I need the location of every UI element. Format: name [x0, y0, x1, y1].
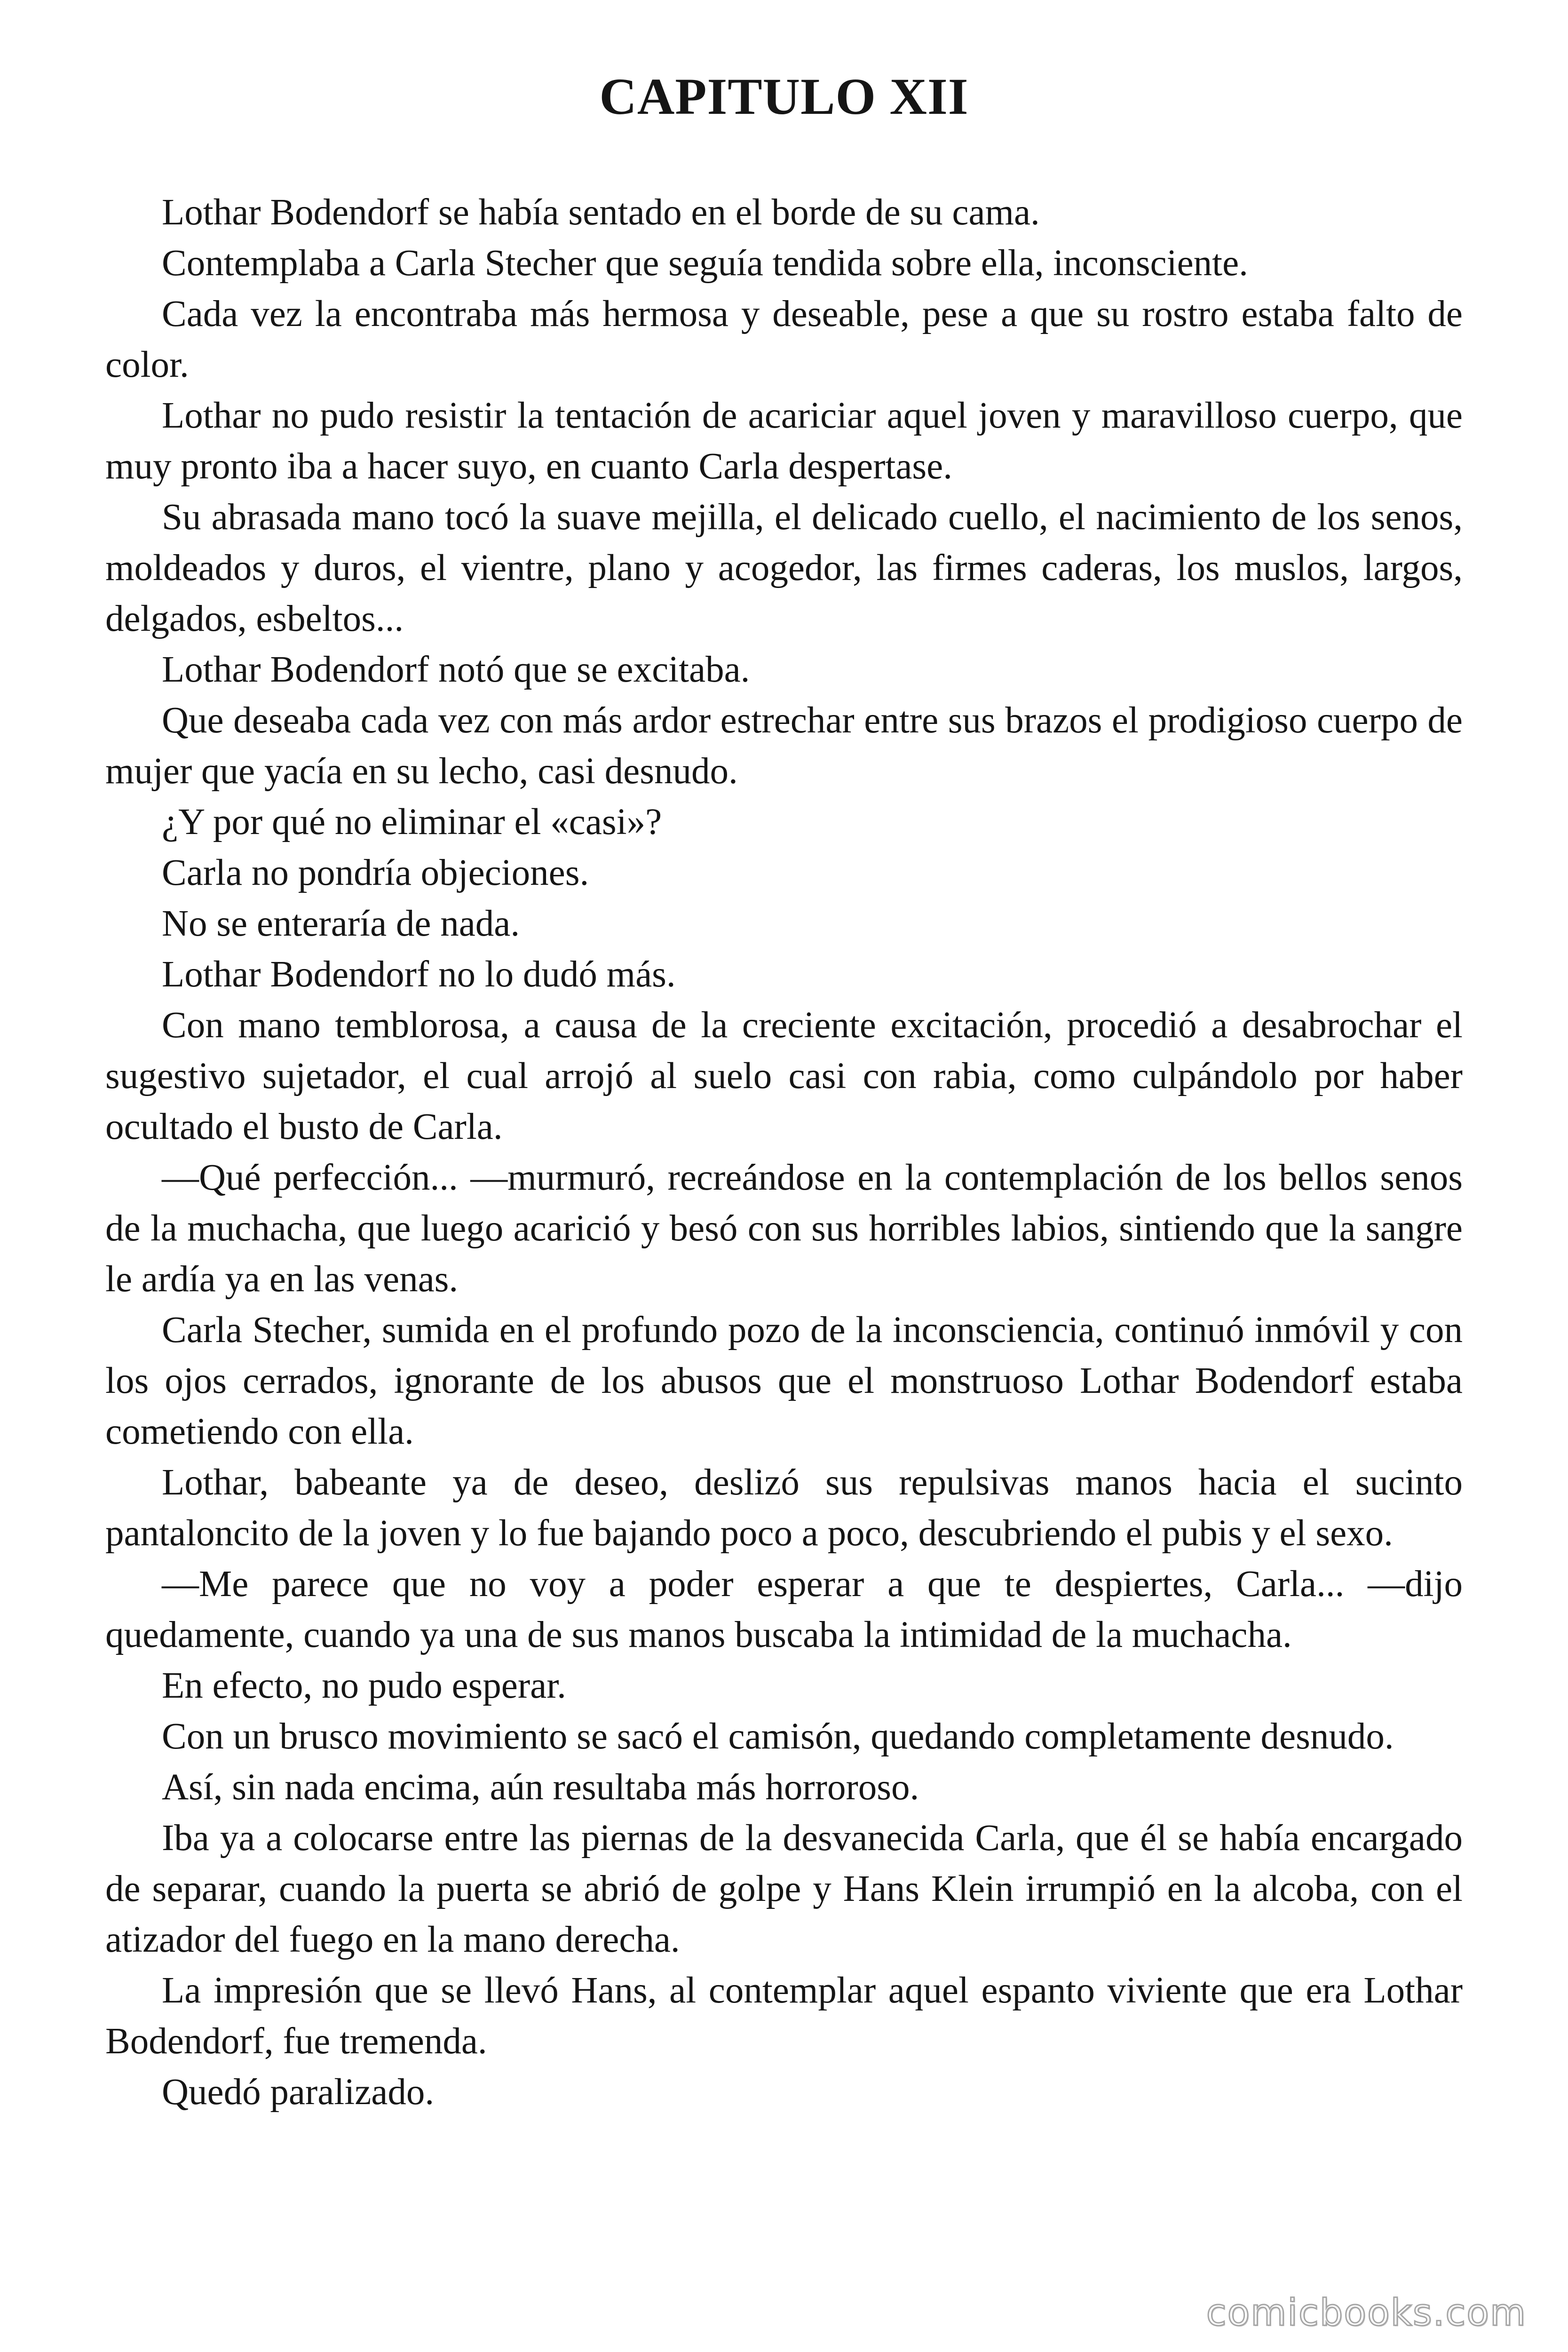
paragraph: Lothar Bodendorf notó que se excitaba.	[162, 649, 750, 690]
paragraph: Así, sin nada encima, aún resultaba más horroroso.	[162, 1767, 919, 1808]
paragraph: Carla Stecher, sumida en el profundo pozo de la inconsciencia, continuó inmóvil y con los ojos cerrados, ignorante de los abusos que el monstruoso Lothar Bodendorf estaba cometiendo con ella.	[105, 1310, 1463, 1452]
body-text	[105, 187, 1463, 2118]
paragraph: —Me parece que no voy a poder esperar a que te despiertes, Carla... —dijo quedamente, cuando ya una de sus manos buscaba la intimidad de la muchacha.	[105, 1564, 1463, 1655]
paragraph: Lothar, babeante ya de deseo, deslizó sus repulsivas manos hacia el sucinto pantaloncito de la joven y lo fue bajando poco a poco, descubriendo el pubis y el sexo.	[105, 1462, 1463, 1554]
paragraph: Con un brusco movimiento se sacó el camisón, quedando completamente desnudo.	[162, 1716, 1394, 1757]
paragraph: Cada vez la encontraba más hermosa y deseable, pese a que su rostro estaba falto de color.	[105, 294, 1463, 385]
paragraph: Lothar no pudo resistir la tentación de acariciar aquel joven y maravilloso cuerpo, que muy pronto iba a hacer suyo, en cuanto Carla despertase.	[105, 395, 1463, 487]
paragraph: Iba ya a colocarse entre las piernas de la desvanecida Carla, que él se había encargado de separar, cuando la puerta se abrió de golpe y Hans Klein irrumpió en la alcoba, con el atizador del fuego en la mano derecha.	[105, 1818, 1463, 1960]
paragraph: Su abrasada mano tocó la suave mejilla, el delicado cuello, el nacimiento de los senos, moldeados y duros, el vientre, plano y acogedor, las firmes caderas, los muslos, largos, delgados, esbeltos...	[105, 497, 1463, 639]
paragraph: Que deseaba cada vez con más ardor estrechar entre sus brazos el prodigioso cuerpo de mujer que yacía en su lecho, casi desnudo.	[105, 700, 1463, 792]
paragraph: En efecto, no pudo esperar.	[162, 1665, 566, 1706]
paragraph: Lothar Bodendorf se había sentado en el borde de su cama.	[162, 192, 1040, 233]
paragraph: Lothar Bodendorf no lo dudó más.	[162, 954, 676, 995]
paragraph: ¿Y por qué no eliminar el «casi»?	[162, 802, 662, 842]
paragraph: Carla no pondría objeciones.	[162, 852, 589, 893]
chapter-title: CAPITULO XII	[599, 68, 969, 125]
paragraph: No se enteraría de nada.	[162, 903, 520, 944]
paragraph: —Qué perfección... —murmuró, recreándose en la contemplación de los bellos senos de la muchacha, que luego acarició y besó con sus horribles labios, sintiendo que la sangre le ardía ya en las venas.	[105, 1157, 1463, 1300]
paragraph: Contemplaba a Carla Stecher que seguía tendida sobre ella, inconsciente.	[162, 243, 1248, 284]
paragraph: Con mano temblorosa, a causa de la creciente excitación, procedió a desabrochar el sugestivo sujetador, el cual arrojó al suelo casi con rabia, como culpándolo por haber ocultado el busto de Carla.	[105, 1005, 1463, 1147]
paragraph: La impresión que se llevó Hans, al contemplar aquel espanto viviente que era Lothar Bodendorf, fue tremenda.	[105, 1970, 1463, 2062]
paragraph: Quedó paralizado.	[162, 2072, 435, 2113]
watermark: comicbooks.com	[1206, 2292, 1527, 2334]
